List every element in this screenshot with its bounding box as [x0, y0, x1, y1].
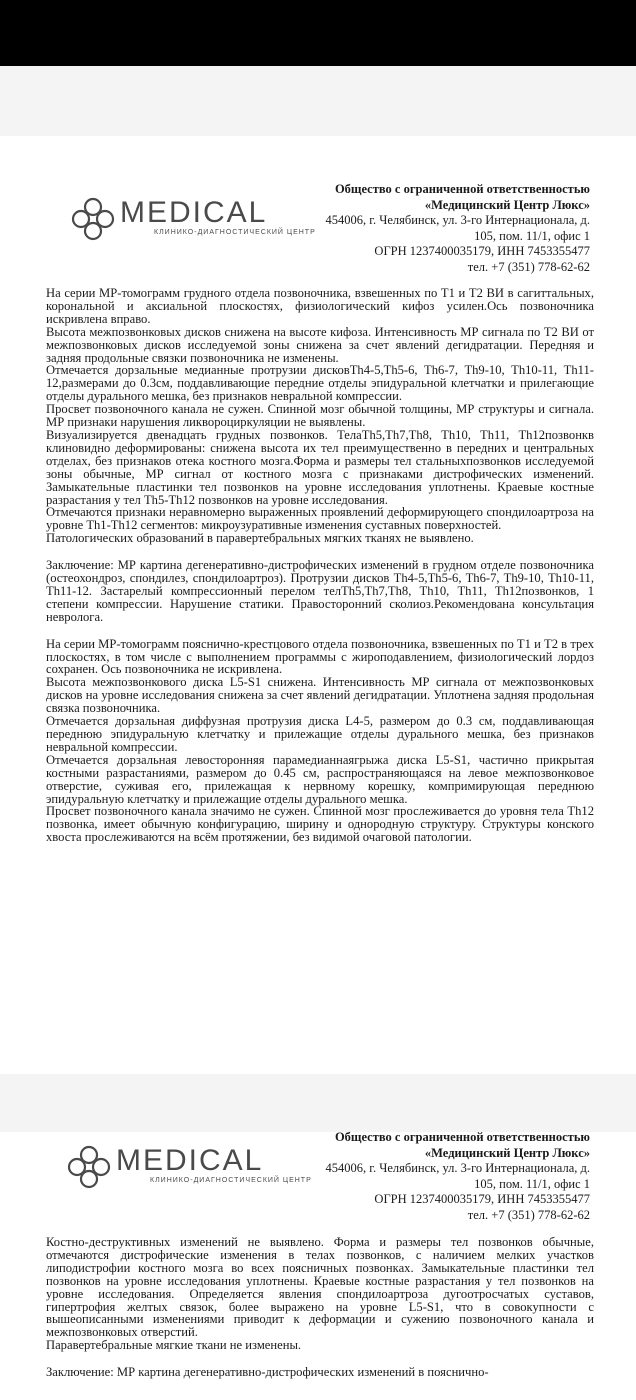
registration-numbers: ОГРН 1237400035179, ИНН 7453355477	[374, 1192, 590, 1206]
medical-logo	[70, 196, 316, 242]
clinic-header	[326, 182, 591, 275]
finding-paragraph: Паравертебральные мягкие ткани не изменены.	[46, 1338, 302, 1353]
registration-numbers: ОГРН 1237400035179, ИНН 7453355477	[374, 244, 590, 258]
cross-logo-icon	[66, 1144, 112, 1190]
thoracic-findings	[46, 287, 594, 844]
cross-logo-icon	[70, 196, 116, 242]
lumbar-paragraph: Просвет позвоночного канала значимо не сужен. Спинной мозг прослеживается до уровня тела Th12 позвонка, имеет обычную конфигурацию, ширину и однородную структуру. Структуры конского хвоста прослеживаются на всём протяжении, без видимой очаговой патологии.	[46, 804, 594, 845]
logo-subtitle: КЛИНИКО-ДИАГНОСТИЧЕСКИЙ ЦЕНТР	[154, 229, 316, 236]
lumbar-conclusion: Заключение: МР картина дегенеративно-дистрофических изменений в пояснично-	[46, 1365, 489, 1380]
address-line-2: 105, пом. 11/1, офис 1	[474, 228, 590, 243]
finding-paragraph: Визуализируется двенадцать грудных позвонков. ТелаTh5,Th7,Th8, Th10, Th11, Th12позвонкв клиновидно деформированы: снижена высота их тел преимущественно в передних и центральных отделах, без признаков отека костного мозга.Форма и размеры тел стальныхпозвонков исследуемой зоны обычные, МР сигнал от костного мозга с признаками дистрофических изменений. Замыкательные пластинки тел позвонков на уровне исследования уплотнены. Краевые костные разрастания у тел Th5-Th12 позвонков на уровне исследования.	[46, 427, 594, 507]
phone-number: тел. +7 (351) 778-62-62	[467, 1207, 590, 1222]
org-line-1: Общество с ограниченной ответственностью	[334, 1130, 590, 1144]
logo-wordmark: MEDICAL	[120, 196, 268, 229]
logo-wordmark: MEDICAL	[116, 1144, 264, 1177]
logo-subtitle: КЛИНИКО-ДИАГНОСТИЧЕСКИЙ ЦЕНТР	[150, 1177, 312, 1184]
lumbar-paragraph: На серии МР-томограмм пояснично-крестцового отдела позвоночника, взвешенных по T1 и T2 в трех плоскостях, в том числе с выполнением программы с жироподавлением, физиологический лордоз сохранен. Ось позвоночника не искривлена.	[46, 636, 594, 677]
finding-paragraph: Патологических образований в паравертебральных мягких тканях не выявлено.	[46, 531, 474, 546]
medical-logo	[66, 1144, 312, 1190]
org-line-2: «Медицинский Центр Люкс»	[424, 1145, 590, 1160]
finding-paragraph: Просвет позвоночного канала не сужен. Спинной мозг обычной толщины, МР структуры и сигнала. МР признаки нарушения ликвороциркуляции не выявлены.	[46, 402, 594, 430]
org-line-2: «Медицинский Центр Люкс»	[424, 197, 590, 212]
finding-paragraph: Отмечаются признаки неравномерно выраженных проявлений деформирующего спондилоартроза на уровне Th1-Th12 сегментов: микроузуративные изменения суставных поверхностей.	[46, 505, 594, 533]
address-line-1: 454006, г. Челябинск, ул. 3-го Интернационала, д.	[325, 213, 590, 227]
finding-paragraph: На серии МР-томограмм грудного отдела позвоночника, взвешенных по T1 и T2 ВИ в сагиттальных, корональной и аксиальной плоскостях, физиологический кифоз усилен.Ось позвоночника искривлена вправо.	[46, 286, 594, 326]
phone-number: тел. +7 (351) 778-62-62	[467, 259, 590, 274]
document-page-1	[0, 136, 636, 1074]
lumbar-findings-continued	[46, 1236, 594, 1379]
address-line-2: 105, пом. 11/1, офис 1	[474, 1176, 590, 1191]
page-gap	[0, 66, 636, 136]
screen-top-bar	[0, 0, 636, 66]
thoracic-conclusion: Заключение: МР картина дегенеративно-дистрофических изменений в грудном отделе позвоночника (остеохондроз, спондилез, спондилоартроз). Протрузии дисков Th4-5,Th5-6, Th6-7, Th9-10, Th10-11, Th11-12. Застарелый компрессионный перелом телTh5,Th7,Th8, Th10, Th11, Th12позвонков, 1 степени компрессии. Нарушение статики. Правосторонний сколиоз.Рекомендована консультация невролога.	[46, 558, 594, 624]
finding-paragraph: Высота межпозвонковых дисков снижена на высоте кифоза. Интенсивность МР сигнала по T2 ВИ от межпозвонковых дисков исследуемой зоны снижена за счет явлений дегидратации. Передняя и задняя продольные связки позвоночника не изменены.	[46, 324, 594, 365]
org-line-1: Общество с ограниченной ответственностью	[334, 182, 590, 196]
lumbar-paragraph: Отмечается дорзальная диффузная протрузия диска L4-5, размером до 0.3 см, поддавливающая переднюю эпидуральную клетчатку и прилежащие отделы дурального мешка, без признаков невральной компрессии.	[46, 714, 594, 754]
lumbar-paragraph: Высота межпозвонкового диска L5-S1 снижена. Интенсивность МР сигнала от межпозвонковых дисков на уровне исследования снижена за счет явлений дегидратации. Уплотнена задняя продольная связка позвоночника.	[46, 675, 594, 716]
address-line-1: 454006, г. Челябинск, ул. 3-го Интернационала, д.	[325, 1161, 590, 1175]
page-gap	[0, 1074, 636, 1132]
lumbar-paragraph: Отмечается дорзальная левосторонняя парамедианнаягрыжа диска L5-S1, частично прикрытая костными разрастаниями, размером до 0.45 см, распространяющаяся на левое межпозвонковое отверстие, суживая его, прилежащая к нервному корешку, компримирующая переднюю эпидуральную клетчатку и прилежащие отделы дурального мешка.	[46, 752, 594, 806]
document-page-2	[0, 1132, 636, 1400]
finding-paragraph: Отмечается дорзальные медианные протрузии дисковTh4-5,Th5-6, Th6-7, Th9-10, Th10-11, Th11-12,размерами до 0.3см, поддавливающие передние отделы эпидуральной клетчатки и прилегающие отделы дурального мешка, без признаков невральной компрессии.	[46, 363, 594, 404]
finding-paragraph: Костно-деструктивных изменений не выявлено. Форма и размеры тел позвонков обычные, отмечаются дистрофические изменения в телах позвонков, с наличием мелких участков липодистрофии костного мозга во всех поясничных позвонках. Замыкательные пластинки тел позвонков на уровне исследования уплотнены. Краевые костные разрастания у тел позвонков на уровне исследования. Определяется явления спондилоартроза дугоотросчатых суставов, гипертрофия желтых связок, более выражено на уровне L5-S1, что в совокупности с вышеописанными изменениями приводит к деформации и сужению позвоночного канала и межпозвонковых отверстий.	[46, 1235, 594, 1340]
clinic-header	[326, 1130, 591, 1223]
